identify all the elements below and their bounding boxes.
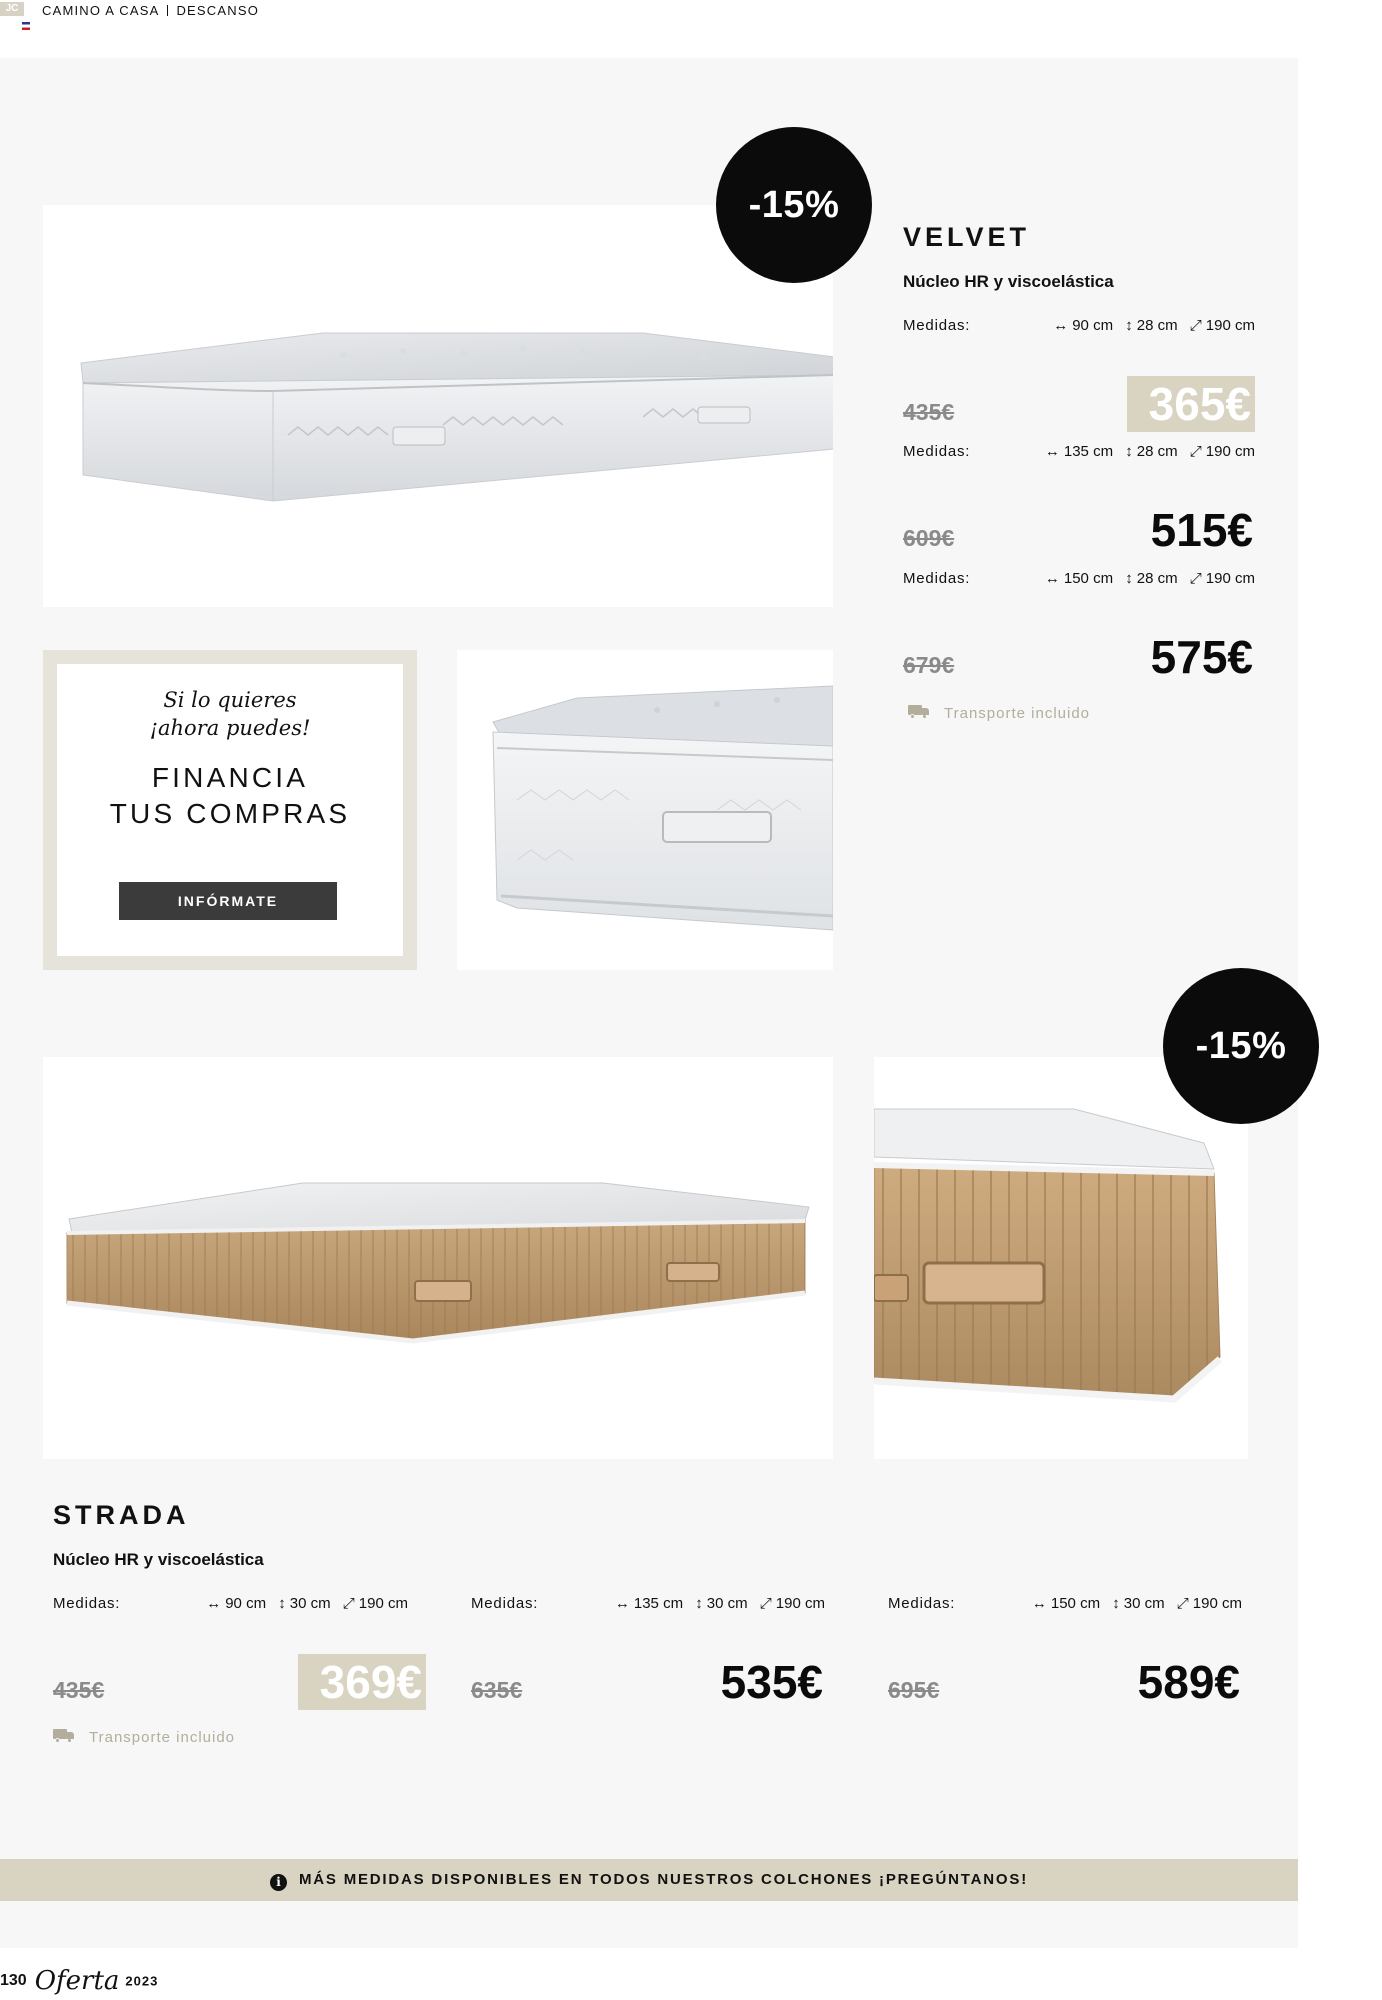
size-label: Medidas: — [471, 1595, 539, 1612]
old-price: 435€ — [53, 1677, 105, 1703]
width-value: 150 cm — [1050, 1595, 1101, 1612]
strada-size-row — [888, 1595, 1242, 1615]
velvet-size-row — [903, 317, 1255, 337]
width-icon: ↔ — [614, 1595, 630, 1612]
width-icon: ↔ — [1053, 317, 1069, 334]
finance-script-line2: ¡ahora puedes! — [149, 716, 311, 740]
finance-title — [57, 760, 403, 832]
new-price: 515€ — [1150, 504, 1253, 556]
velvet-detail-illustration — [457, 650, 833, 970]
breadcrumb — [42, 3, 259, 18]
footer-brand: Oferta — [34, 1966, 120, 1996]
old-price: 695€ — [888, 1677, 940, 1703]
strada-main-image — [43, 1057, 833, 1459]
info-banner — [0, 1859, 1298, 1901]
old-price: 609€ — [903, 525, 955, 551]
page-header — [0, 0, 1382, 24]
finance-script-text — [57, 686, 403, 742]
size-label: Medidas: — [888, 1595, 956, 1612]
width-value: 135 cm — [1063, 443, 1114, 460]
strada-product-subtitle: Núcleo HR y viscoelástica — [53, 1550, 264, 1569]
truck-icon — [908, 705, 930, 719]
height-icon: ↕ — [1125, 317, 1133, 334]
length-value: 190 cm — [1205, 570, 1255, 587]
length-icon: ⤢ — [1176, 1595, 1189, 1612]
strada-discount-badge: -15% — [1163, 968, 1319, 1124]
height-value: 30 cm — [1123, 1595, 1165, 1612]
height-icon: ↕ — [1125, 570, 1133, 587]
width-value: 90 cm — [1072, 317, 1114, 334]
breadcrumb-item-camino[interactable]: CAMINO A CASA — [42, 3, 160, 18]
velvet-product-subtitle: Núcleo HR y viscoelástica — [903, 272, 1114, 291]
new-price-highlight: 369€ — [298, 1654, 426, 1710]
breadcrumb-separator — [167, 5, 168, 16]
informate-button[interactable]: INFÓRMATE — [119, 882, 337, 920]
breadcrumb-item-descanso[interactable]: DESCANSO — [176, 3, 260, 18]
size-label: Medidas: — [903, 317, 971, 334]
height-value: 28 cm — [1136, 570, 1178, 587]
length-value: 190 cm — [1205, 443, 1255, 460]
finance-promo — [43, 650, 417, 970]
length-value: 190 cm — [775, 1595, 825, 1612]
footer-year: 2023 — [125, 1973, 159, 1989]
new-price-highlight: 365€ — [1127, 376, 1255, 432]
height-value: 28 cm — [1136, 443, 1178, 460]
old-price: 435€ — [903, 399, 955, 425]
velvet-price-row — [903, 500, 1255, 558]
size-label: Medidas: — [53, 1595, 121, 1612]
length-value: 190 cm — [358, 1595, 408, 1612]
height-icon: ↕ — [1112, 1595, 1120, 1612]
velvet-main-image — [43, 205, 833, 607]
strada-detail-illustration — [874, 1057, 1248, 1459]
strada-product-name: STRADA — [53, 1500, 190, 1530]
velvet-size-row — [903, 570, 1255, 590]
finance-title-line1: FINANCIA — [151, 762, 309, 793]
strada-price-row — [888, 1652, 1242, 1710]
size-dimensions — [607, 1595, 825, 1612]
velvet-price-row — [903, 627, 1255, 685]
brand-logo: JC — [0, 2, 24, 16]
old-price: 635€ — [471, 1677, 523, 1703]
size-dimensions — [1024, 1595, 1242, 1612]
strada-detail-image — [874, 1057, 1248, 1459]
width-icon: ↔ — [1044, 443, 1060, 460]
old-price: 679€ — [903, 652, 955, 678]
velvet-discount-badge: -15% — [716, 127, 872, 283]
size-label: Medidas: — [903, 570, 971, 587]
width-icon: ↔ — [206, 1595, 222, 1612]
transport-text: Transporte incluido — [89, 1729, 236, 1746]
width-icon: ↔ — [1031, 1595, 1047, 1612]
height-icon: ↕ — [695, 1595, 703, 1612]
length-icon: ⤢ — [1189, 570, 1202, 587]
page-number: 130 — [0, 1972, 27, 1989]
strada-size-row — [53, 1595, 408, 1615]
size-label: Medidas: — [903, 443, 971, 460]
strada-transport-note — [53, 1729, 235, 1746]
length-icon: ⤢ — [1189, 317, 1202, 334]
new-price: 575€ — [1150, 631, 1253, 683]
length-value: 190 cm — [1205, 317, 1255, 334]
strada-price-row — [471, 1652, 825, 1710]
size-dimensions — [1037, 443, 1255, 460]
finance-promo-inner — [57, 664, 403, 956]
truck-icon — [53, 1729, 75, 1743]
finance-script-line1: Si lo quieres — [163, 688, 297, 712]
height-value: 28 cm — [1136, 317, 1178, 334]
transport-text: Transporte incluido — [944, 705, 1091, 722]
flag-icon — [22, 22, 30, 30]
velvet-product-name: VELVET — [903, 222, 1031, 252]
width-value: 135 cm — [633, 1595, 684, 1612]
width-value: 150 cm — [1063, 570, 1114, 587]
velvet-price-row — [903, 374, 1255, 432]
velvet-detail-image — [457, 650, 833, 970]
info-banner-text: MÁS MEDIDAS DISPONIBLES EN TODOS NUESTROS COLCHONES ¡PREGÚNTANOS! — [299, 1871, 1028, 1888]
width-value: 90 cm — [225, 1595, 267, 1612]
size-dimensions — [1045, 317, 1255, 334]
length-icon: ⤢ — [1189, 443, 1202, 460]
size-dimensions — [198, 1595, 408, 1612]
size-dimensions — [1037, 570, 1255, 587]
info-icon: i — [270, 1874, 287, 1891]
new-price: 589€ — [1137, 1656, 1240, 1708]
strada-price-row — [53, 1652, 426, 1710]
length-icon: ⤢ — [759, 1595, 772, 1612]
new-price: 535€ — [720, 1656, 823, 1708]
height-icon: ↕ — [278, 1595, 286, 1612]
height-icon: ↕ — [1125, 443, 1133, 460]
velvet-transport-note — [908, 705, 1090, 722]
strada-size-row — [471, 1595, 825, 1615]
strada-mattress-illustration — [43, 1057, 833, 1459]
velvet-mattress-illustration — [43, 205, 833, 607]
height-value: 30 cm — [289, 1595, 331, 1612]
width-icon: ↔ — [1044, 570, 1060, 587]
velvet-size-row — [903, 443, 1255, 463]
page-footer — [0, 1966, 158, 1996]
length-icon: ⤢ — [342, 1595, 355, 1612]
length-value: 190 cm — [1192, 1595, 1242, 1612]
finance-title-line2: TUS COMPRAS — [109, 798, 351, 829]
height-value: 30 cm — [706, 1595, 748, 1612]
